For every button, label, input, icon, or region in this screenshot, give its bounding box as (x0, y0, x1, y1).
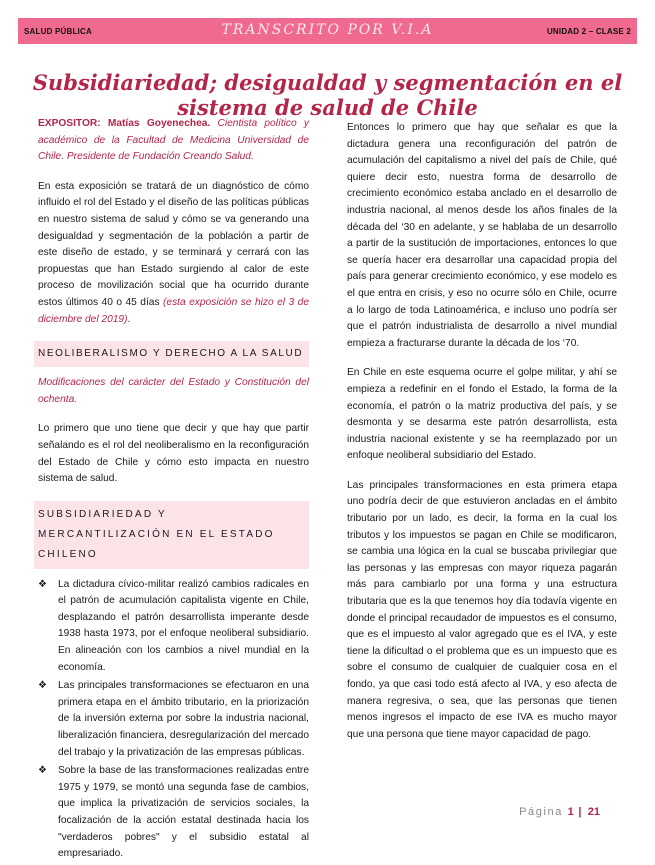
intro-paragraph: En esta exposición se tratará de un diagnóstico de cómo influido el rol del Estado y el diseño de las políticas públicas en nuestro sistema de salud y cómo se va generando una desigualdad y segmentación de la población a partir de este diseño de estado, y se terminará y cerrará con las propuestas que han Estado surgiendo al calor de este proceso de movilización social que ha ocurrido durante estos últimos 40 o 45 días (esta exposición se hizo el 3 de diciembre del 2019). (38, 180, 309, 325)
page-total: 21 (587, 806, 600, 818)
intro-text: En esta exposición se tratará de un diagnóstico de cómo influido el rol del Estado y el diseño de las políticas públicas en nuestro sistema de salud y cómo se va generando una desigualdad y segmentación de la población a partir de este diseño de estado, y se terminará y cerrará con las propuestas que han Estado surgiendo al calor de este proceso de movilización social que ha ocurrido durante estos últimos 40 o 45 días (38, 180, 309, 308)
page-separator: | (578, 806, 584, 818)
right-paragraph-1: Entonces lo primero que hay que señalar es que la dictadura genera una reconfiguración del patrón de acumulación del capitalismo a nivel del país de Chile, qué quiere decir esto, nuestra forma de desarrollo de crecimiento económico estaba anclado en el desarrollo de industria nacional, al menos desde los años finales de la década del ‘30 en adelante, y se hablaba de un desarrollo a partir de la sustitución de importaciones, entonces lo que se quería hacer era desarrollar una capacidad propia del país para generar crecimiento económico, y ese modelo es el que entra en crisis, y eso no ocurre sólo en Chile, ocurre a lo largo de toda Latinoamérica, e incluso uno podría ser que el patrón industrialista de desarrollo a nivel mundial empieza a fracturarse durante la década de los ‘70. (347, 122, 617, 349)
bullet-text: Las principales transformaciones se efectuaron en una primera etapa en el ámbito tributario, en la priorización de la inversión externa por sobre la industria nacional, liberalización financiera, desregularización del mercado del trabajo y la privatización de las empresas públicas. (58, 680, 309, 758)
header-bar (18, 18, 637, 44)
diamond-bullet-icon: ❖ (38, 578, 47, 590)
left-column (38, 116, 309, 865)
diamond-bullet-icon: ❖ (38, 680, 47, 692)
list-item (38, 577, 309, 677)
page-label: Página (519, 806, 563, 818)
page-number: 1 (567, 806, 574, 818)
section-heading-subsidiariedad: SUBSIDIARIEDAD Y MERCANTILIZACIÓN EN EL ESTADO CHILENO (34, 501, 309, 569)
bullet-text: La dictadura cívico-militar realizó cambios radicales en el patrón de acumulación capitalista vigente en Chile, desplazando el patrón desarrollista imperante desde 1938 hasta 1973, por el enfoque neoliberal subsidiario. En alineación con los cambios a nivel mundial en la economía. (58, 578, 309, 673)
author-description: Cientista político y académico de la Facultad de Medicina Universidad de Chile. Presidente de Fundación Creando Salud (38, 118, 310, 163)
bullet-text: Sobre la base de las transformaciones realizadas entre 1975 y 1979, se montó una segunda fase de cambios, que implica la privatización de servicios sociales, la focalización de la acción estatal destinada hacia los "verdaderos pobres" y el subsidio estatal al empresariado. (58, 765, 309, 860)
bullet-list (38, 577, 309, 863)
list-item (38, 678, 309, 761)
right-paragraph-3: Las principales transformaciones en esta primera etapa uno podría decir de que estuvieron ancladas en el ámbito tributario por un lado, es decir, la forma en la cual los tributos y los impuestos se pagan en Chile se modificaron, se cambia una lógica en la cual se buscaba privilegiar que las personas y las empresas con mayor riqueza pagarán más para cambiarlo por una forma y una estructura tributaria que es la que tenemos hoy día todavía vigente en donde el principal recaudador de impuestos es el consumo, que es el impuesto al valor agregado que es el IVA, y este tiene la dificultad o el problema que es un impuesto que es sobre el consumo de cualquier de cualquier cosa en el fondo, ya que casi todo está afecto al IVA, y eso afecta de manera regresiva, o sea, que las personas que tienen menos ingresos el impacto de ese IVA es mucho mayor que una persona que tiene mayor capacidad de pago. (347, 479, 617, 740)
header-unit: UNIDAD 2 – CLASE 2 (546, 26, 631, 36)
document-title: Subsidiariedad; desigualdad y segmentación en el sistema de salud de Chile (32, 70, 623, 120)
page-footer (519, 806, 600, 818)
header-subject: SALUD PÚBLICA (24, 26, 92, 36)
date-note: (esta exposición se hizo el 3 de diciembre del 2019) (38, 296, 309, 325)
section1-paragraph: Lo primero que uno tiene que decir y que hay que partir señalando es el rol del neoliberalismo en la reconfiguración del Estado de Chile y cómo esto impacta en nuestro sistema de salud. (38, 423, 309, 485)
section-subtitle: Modificaciones del carácter del Estado y Constitución del ochenta. (38, 377, 309, 405)
author-paragraph: EXPOSITOR: Matías Goyenechea. Cientista político y académico de la Facultad de Medicina Universidad de Chile. Presidente de Fundación Creando Salud. (38, 118, 310, 163)
right-paragraph-2: En Chile en este esquema ocurre el golpe militar, y ahí se empieza a redefinir en el fondo el Estado, la forma de la economía, el patrón o la matriz productiva del país, y se desmonta y se desarma este patrón desarrollista, esta industria nacional existente y se ha reemplazado por un enfoque neoliberal subsidiario del Estado. (347, 367, 617, 462)
section-heading-neoliberalismo: NEOLIBERALISMO Y DERECHO A LA SALUD (34, 341, 309, 367)
header-transcriber: TRANSCRITO POR V.I.A (221, 22, 434, 38)
author-label: EXPOSITOR: Matías Goyenechea. (38, 118, 211, 129)
right-column (347, 120, 617, 756)
diamond-bullet-icon: ❖ (38, 765, 47, 777)
